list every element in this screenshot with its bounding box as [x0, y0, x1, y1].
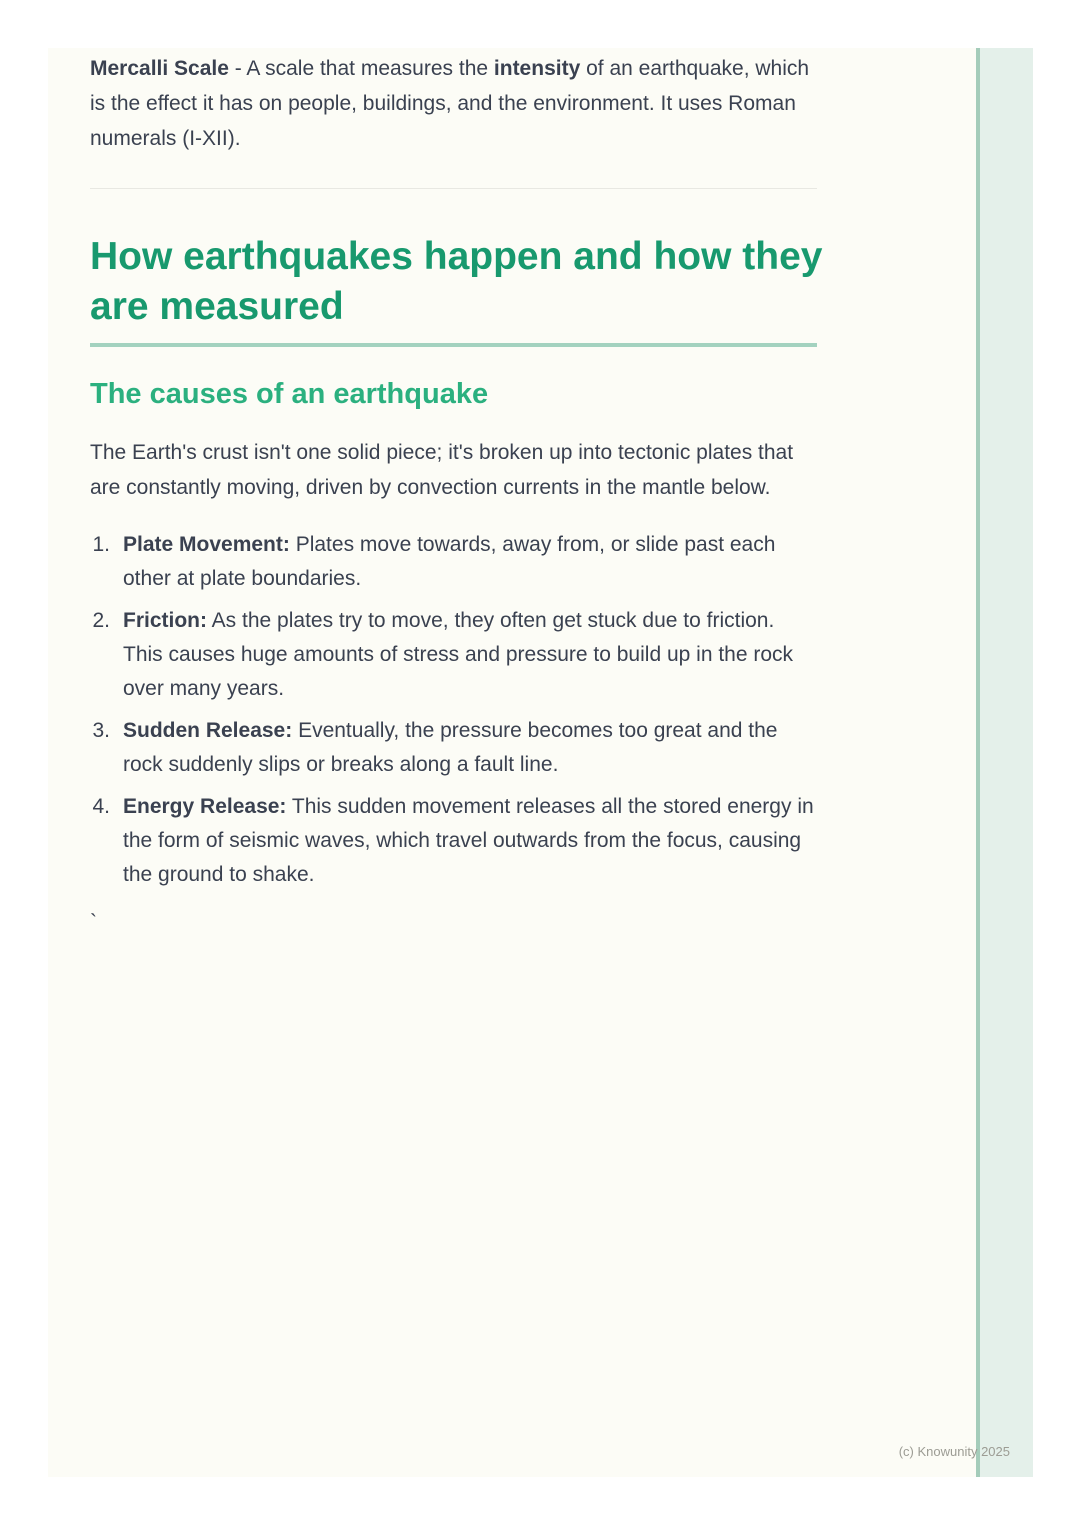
list-item-body: This sudden movement releases all the stored energy in the form of seismic waves, which travel outwards from the focus, causing the ground to shake.	[123, 795, 814, 886]
list-item-number: 4.	[92, 795, 110, 818]
list-item-body: Eventually, the pressure becomes too great and the rock suddenly slips or breaks along a fault line.	[123, 719, 778, 776]
page-content	[90, 51, 823, 940]
list-item	[90, 604, 817, 706]
stray-backtick: `	[90, 911, 97, 934]
document-page	[48, 48, 1033, 1477]
list-item-number: 1.	[92, 533, 110, 556]
list-item-label: Sudden Release:	[123, 719, 293, 742]
list-item	[90, 714, 817, 782]
list-item-body: As the plates try to move, they often get stuck due to friction. This causes huge amounts of stress and pressure to build up in the rock over many years.	[123, 609, 794, 700]
list-item-number: 2.	[92, 609, 110, 632]
definition-rest-text: of an earthquake, which is the effect it has on people, buildings, and the environment. It uses Roman numerals (I-XII).	[90, 57, 810, 150]
list-item-text	[123, 528, 817, 596]
definition-paragraph	[90, 51, 817, 156]
definition-emphasis: intensity	[493, 57, 581, 80]
list-item-text	[123, 714, 817, 782]
list-item	[90, 528, 817, 596]
list-item-text	[123, 604, 817, 706]
definition-term: Mercalli Scale	[90, 57, 229, 80]
list-item-number: 3.	[92, 719, 110, 742]
copyright-notice: (c) Knowunity 2025	[898, 1444, 1010, 1459]
list-item-body: Plates move towards, away from, or slide past each other at plate boundaries.	[123, 533, 776, 590]
definition-mid-text: - A scale that measures the	[228, 57, 494, 80]
intro-paragraph: The Earth's crust isn't one solid piece; it's broken up into tectonic plates that are constantly moving, driven by convection currents in the mantle below.	[90, 441, 794, 499]
list-item-label: Energy Release:	[123, 795, 287, 818]
section-divider	[90, 188, 817, 189]
causes-list	[90, 528, 817, 892]
list-item-label: Friction:	[123, 609, 207, 632]
page-accent-bar	[976, 48, 1033, 1477]
section-heading: The causes of an earthquake	[90, 378, 489, 410]
list-item-label: Plate Movement:	[123, 533, 290, 556]
list-item	[90, 790, 817, 892]
heading-underline	[90, 343, 817, 347]
main-heading: How earthquakes happen and how they are measured	[90, 235, 823, 328]
list-item-text	[123, 790, 817, 892]
